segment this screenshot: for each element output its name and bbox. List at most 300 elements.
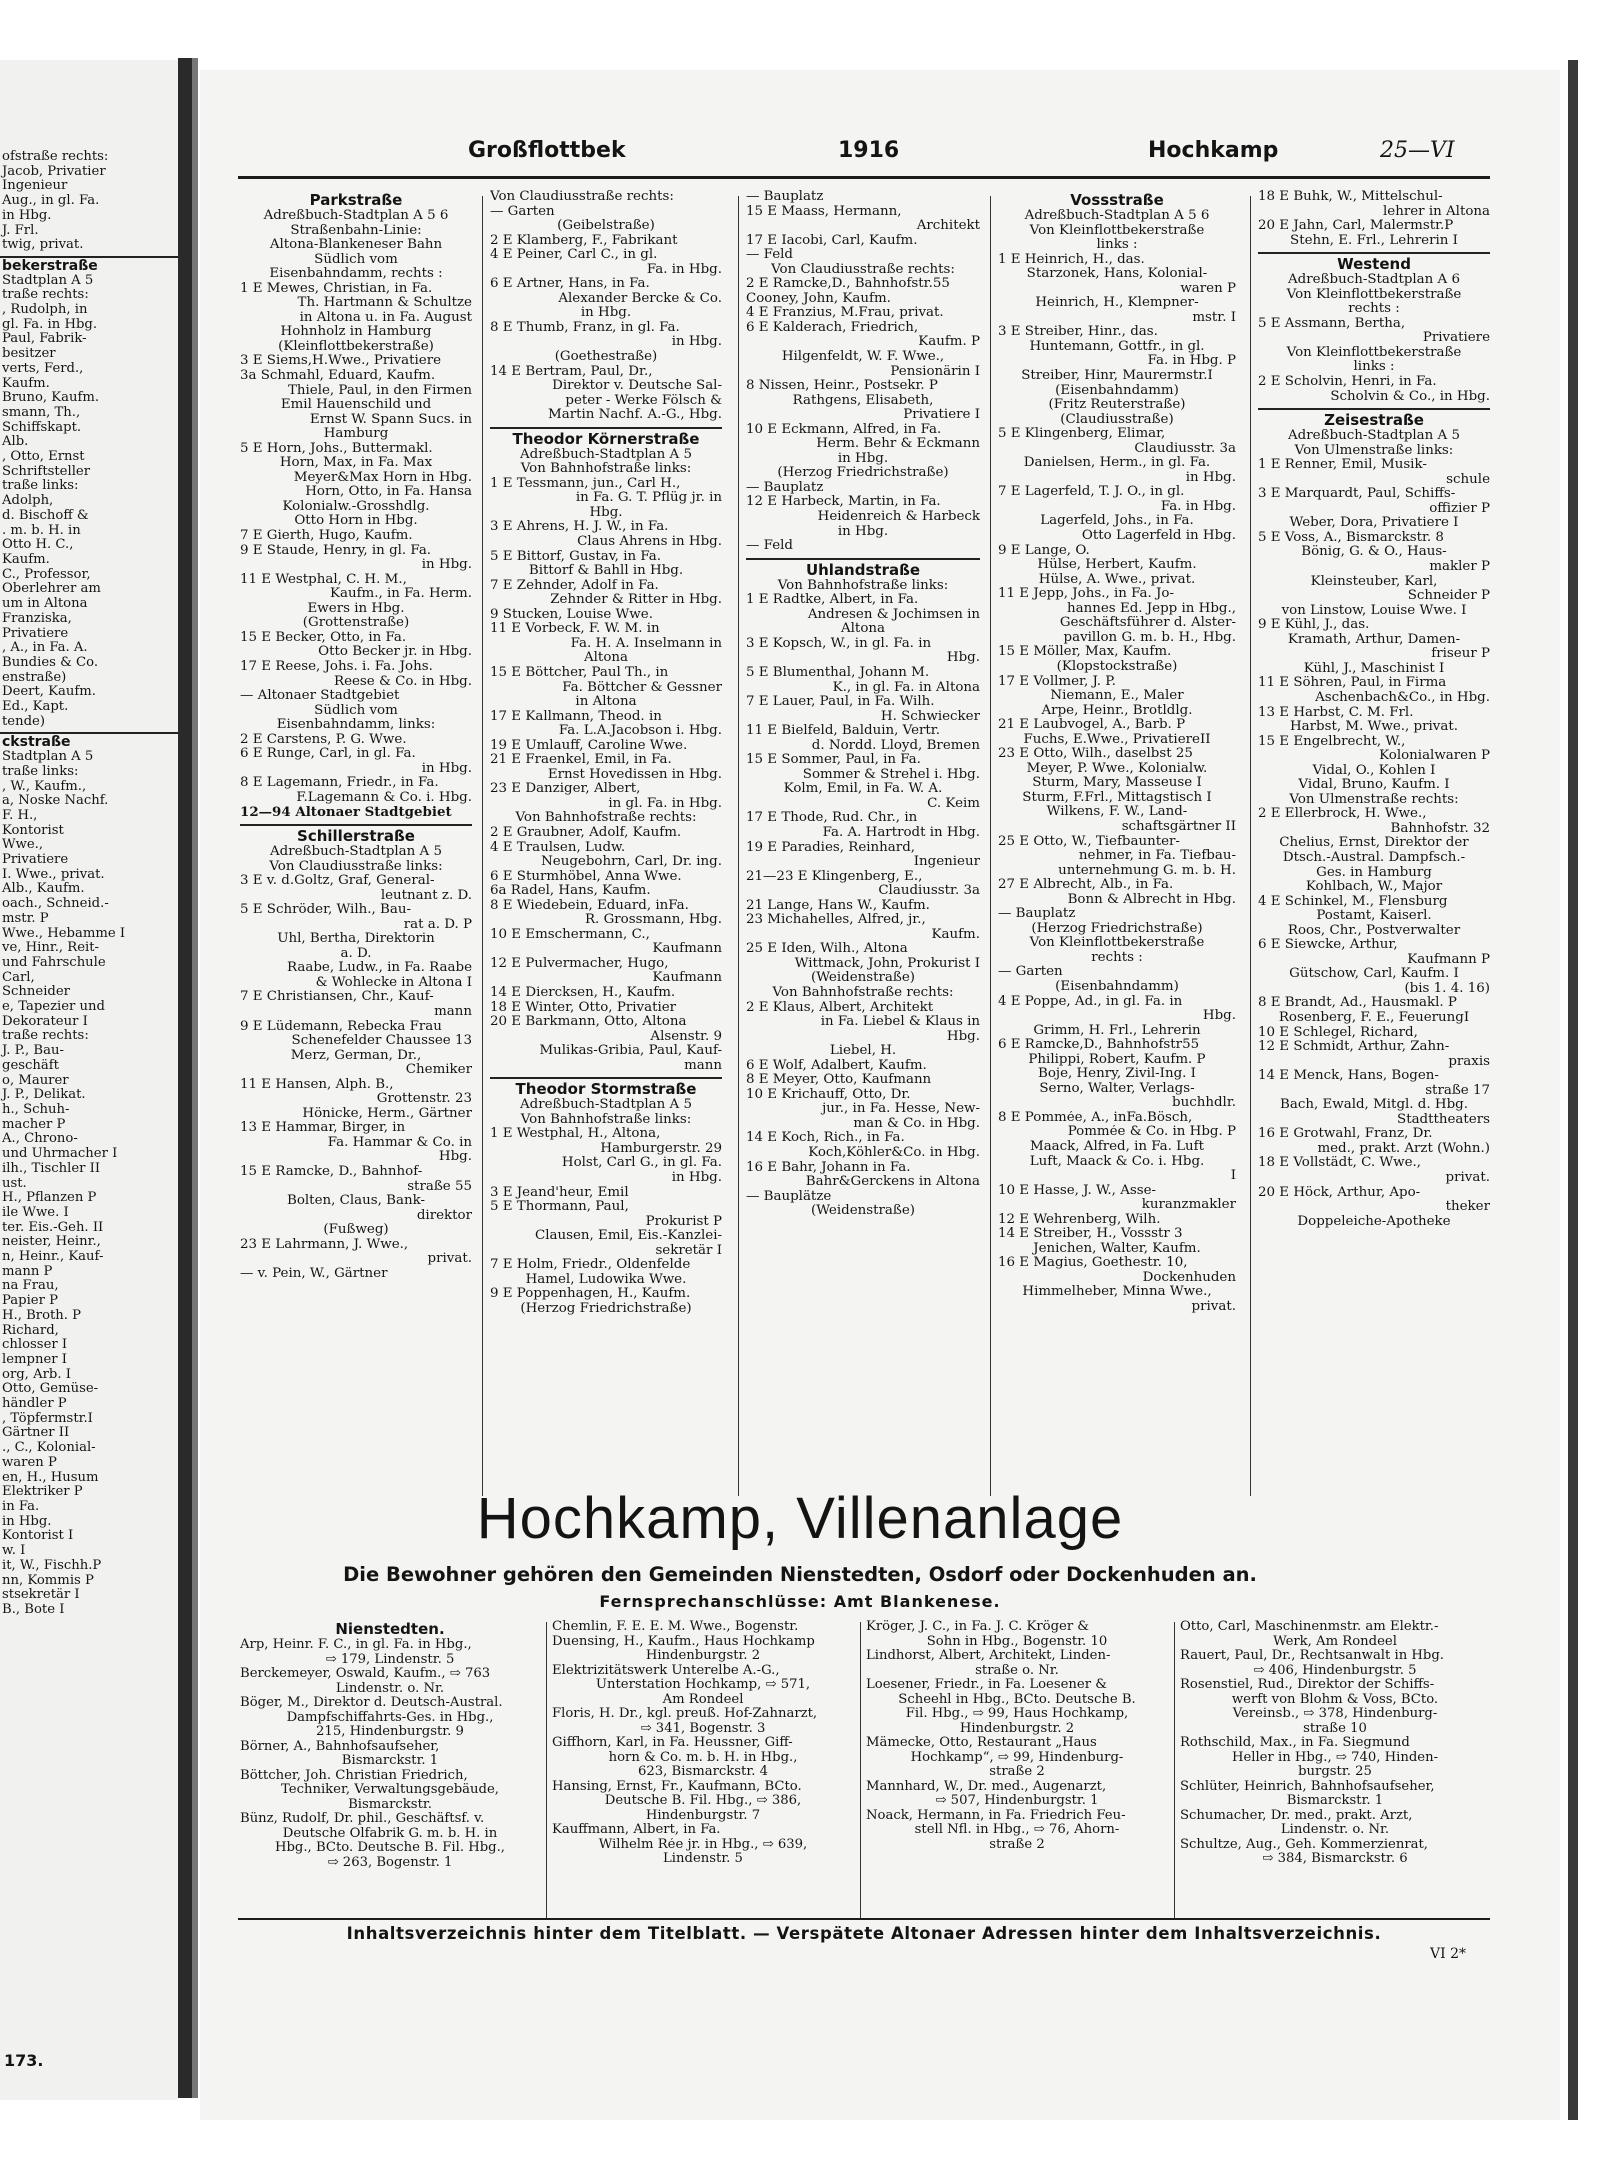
- directory-entry-line: in Fa. G. T. Pflüg jr. in: [575, 491, 722, 506]
- left-entry-line: h., Schuh-: [2, 1102, 70, 1117]
- resident-entry-line: Werk, Am Rondeel: [1273, 1634, 1397, 1649]
- resident-entry-line: Mannhard, W., Dr. med., Augenarzt,: [866, 1779, 1107, 1794]
- directory-entry-line: 5 E Thormann, Paul,: [490, 1200, 629, 1215]
- directory-column-4: [998, 190, 1236, 1495]
- left-entry-line: enstraße): [2, 669, 67, 685]
- left-entry-line: Bruno, Kaufm.: [2, 390, 100, 406]
- left-entry-line: ile Wwe. I: [2, 1204, 69, 1220]
- left-entry-line: Aug., in gl. Fa.: [2, 193, 100, 209]
- resident-entry-line: stell Nfl. in Hbg., ⇨ 76, Ahorn-: [914, 1823, 1120, 1837]
- left-entry-line: Kaufm.: [2, 551, 50, 567]
- left-entry-line: en, H., Husum: [2, 1469, 99, 1485]
- directory-entry-line: straße 55: [407, 1179, 472, 1194]
- directory-entry-line: Postamt, Kaiserl.: [1316, 909, 1432, 924]
- street-heading: Westend: [1258, 252, 1490, 273]
- directory-entry-line: Reese & Co. in Hbg.: [334, 674, 472, 689]
- resident-entry-line: Hochkamp“, ⇨ 99, Hindenburg-: [910, 1750, 1124, 1765]
- directory-entry-line: 17 E Iacobi, Carl, Kaufm.: [746, 233, 918, 248]
- resident-entry-line: Kauffmann, Albert, in Fa.: [552, 1823, 721, 1837]
- directory-entry-line: Von Bahnhofstraße links:: [777, 578, 949, 593]
- resident-entry-line: Techniker, Verwaltungsgebäude,: [281, 1783, 499, 1797]
- left-entry-line: J. P., Delikat.: [2, 1087, 86, 1103]
- left-entry-line: Schneider: [2, 984, 70, 1000]
- left-entry-line: Stadtplan A 5: [2, 272, 94, 288]
- directory-entry-line: Horn, Max, in Fa. Max: [279, 456, 433, 471]
- resident-entry-line: Loesener, Friedr., in Fa. Loesener &: [866, 1678, 1107, 1692]
- directory-entry-line: jur., in Fa. Hesse, New-: [822, 1102, 980, 1117]
- directory-entry-line: in Hbg.: [671, 1171, 722, 1185]
- resident-entry-line: Bünz, Rudolf, Dr. phil., Geschäftsf. v.: [240, 1812, 485, 1826]
- directory-entry-line: 1 E Mewes, Christian, in Fa.: [240, 281, 433, 296]
- left-entry-line: in Fa.: [2, 1498, 40, 1514]
- street-heading: Vossstraße: [1070, 191, 1164, 209]
- left-entry-line: in Hbg.: [2, 1513, 52, 1529]
- directory-entry-line: schaftsgärtner II: [1121, 819, 1236, 834]
- directory-entry-line: 5 E Blumenthal, Johann M.: [746, 665, 930, 680]
- directory-entry-line: C. Keim: [927, 796, 980, 811]
- directory-entry-line: 14 E Streiber, H., Vossstr 3: [998, 1227, 1183, 1242]
- directory-entry-line: leutnant z. D.: [380, 888, 472, 903]
- directory-entry-line: 2 E Ellerbrock, H. Wwe.,: [1258, 807, 1427, 822]
- directory-entry-line: in Hbg.: [421, 558, 472, 573]
- directory-entry-line: mann: [434, 1004, 472, 1019]
- left-entry-line: , Otto, Ernst: [2, 449, 85, 465]
- resident-entry-line: burgstr. 25: [1298, 1765, 1372, 1779]
- directory-entry-line: privat.: [427, 1252, 472, 1267]
- left-entry-line: org, Arb. I: [2, 1366, 71, 1382]
- directory-entry-line: rechts :: [1091, 950, 1143, 965]
- directory-entry-line: 3 E Kopsch, W., in gl. Fa. in: [746, 636, 932, 651]
- directory-entry-line: Otto Lagerfeld in Hbg.: [1081, 529, 1236, 544]
- resident-column-2: [552, 1620, 854, 1920]
- directory-entry-line: 3a Schmahl, Eduard, Kaufm.: [240, 369, 436, 384]
- directory-entry-line: Alexander Bercke & Co.: [558, 291, 722, 306]
- left-entry-line: A., Chrono-: [2, 1131, 78, 1147]
- left-entry-line: J. Frl.: [2, 222, 39, 238]
- directory-entry-line: 1 E Radtke, Albert, in Fa.: [746, 593, 919, 608]
- left-entry-line: n, Heinr., Kauf-: [2, 1249, 104, 1265]
- directory-entry-line: rechts :: [1348, 302, 1400, 317]
- directory-entry-line: Südlich vom: [314, 252, 398, 267]
- directory-entry-line: Fa. L.A.Jacobson i. Hbg.: [558, 724, 722, 739]
- directory-entry-line: 3 E Streiber, Hinr., das.: [998, 325, 1158, 340]
- left-entry-line: Ed., Kapt.: [2, 699, 69, 715]
- directory-entry-line: Grottenstr. 23: [376, 1092, 472, 1107]
- resident-entry-line: Floris, H. Dr., kgl. preuß. Hof-Zahnarzt,: [552, 1707, 818, 1721]
- directory-entry-line: Aschenbach&Co., in Hbg.: [1315, 690, 1490, 705]
- directory-entry-line: Von Bahnhofstraße links:: [520, 1112, 692, 1127]
- directory-entry-line: Südlich vom: [314, 703, 398, 718]
- directory-entry-line: 13 E Hammar, Birger, in: [240, 1121, 406, 1136]
- directory-entry-line: Heidenreich & Harbeck: [817, 510, 980, 525]
- directory-entry-line: mann: [684, 1058, 722, 1073]
- resident-entry-line: ⇨ 507, Hindenburgstr. 1: [935, 1794, 1099, 1808]
- resident-entry-line: Deutsche B. Fil. Hbg., ⇨ 386,: [604, 1794, 802, 1808]
- resident-entry-line: straße 2: [989, 1837, 1045, 1852]
- directory-entry-line: 9 E Lüdemann, Rebecka Frau: [240, 1019, 442, 1034]
- directory-entry-line: 15 E Möller, Max, Kaufm.: [998, 645, 1172, 660]
- left-entry-line: ilh., Tischler II: [2, 1160, 101, 1176]
- directory-entry-line: 11 E Vorbeck, F. W. M. in: [490, 622, 660, 637]
- directory-entry-line: Altona-Blankeneser Bahn: [269, 238, 443, 253]
- left-entry-line: Bundies & Co.: [2, 654, 99, 670]
- directory-entry-line: Merz, German, Dr.,: [290, 1048, 422, 1063]
- directory-entry-line: 11 E Bielfeld, Balduin, Vertr.: [746, 724, 940, 739]
- directory-entry-line: Fa. A. Hartrodt in Hbg.: [822, 825, 980, 840]
- left-entry-line: Jacob, Privatier: [2, 163, 106, 179]
- directory-entry-line: Hamel, Ludowika Wwe.: [525, 1272, 687, 1287]
- directory-entry-line: 18 E Winter, Otto, Privatier: [490, 1000, 677, 1015]
- directory-entry-line: Bahnhofstr. 32: [1390, 821, 1490, 836]
- left-entry-line: Dekorateur I: [2, 1013, 88, 1029]
- directory-entry-line: Himmelheber, Minna Wwe.,: [1022, 1285, 1212, 1300]
- directory-entry-line: K., in gl. Fa. in Altona: [832, 680, 980, 695]
- directory-entry-line: Thiele, Paul, in den Firmen: [287, 383, 472, 398]
- directory-entry-line: Hbg.: [589, 505, 623, 520]
- resident-entry-line: 215, Hindenburgstr. 9: [316, 1725, 464, 1739]
- directory-entry-line: (Weidenstraße): [811, 1204, 915, 1219]
- directory-entry-line: Gütschow, Carl, Kaufm. I: [1289, 967, 1459, 982]
- directory-entry-line: Geschäftsführer d. Alster-: [1059, 616, 1236, 631]
- resident-entry-line: Hindenburgstr. 2: [645, 1649, 761, 1663]
- left-entry-line: gl. Fa. in Hbg.: [2, 316, 98, 332]
- resident-entry-line: Mämecke, Otto, Restaurant „Haus: [866, 1736, 1097, 1750]
- directory-entry-line: Kramath, Arthur, Damen-: [1287, 632, 1461, 647]
- resident-entry-line: Fil. Hbg., ⇨ 99, Haus Hochkamp,: [905, 1707, 1129, 1721]
- resident-column-3: [866, 1620, 1168, 1920]
- resident-entry-line: Hansing, Ernst, Fr., Kaufmann, BCto.: [552, 1779, 802, 1794]
- directory-entry-line: 5 E Voss, A., Bismarckstr. 8: [1258, 530, 1444, 545]
- directory-entry-line: 15 E Böttcher, Paul Th., in: [490, 665, 669, 680]
- left-entry-line: ., C., Kolonial-: [2, 1440, 96, 1456]
- directory-entry-line: Von Bahnhofstraße rechts:: [772, 985, 954, 1000]
- directory-entry-line: 8 E Thumb, Franz, in gl. Fa.: [490, 320, 680, 335]
- left-entry-line: stsekretär I: [2, 1587, 80, 1603]
- left-entry-line: Otto H. C.,: [2, 537, 74, 553]
- directory-entry-line: 9 Stucken, Louise Wwe.: [490, 607, 653, 622]
- left-entry-line: H., Pflanzen P: [2, 1190, 97, 1206]
- left-entry-line: a, Noske Nachf.: [2, 793, 109, 809]
- directory-entry-line: in Fa. Liebel & Klaus in: [820, 1015, 980, 1030]
- directory-entry-line: 4 E Peiner, Carl C., in gl.: [490, 248, 658, 263]
- resident-entry-line: Rosenstiel, Rud., Direktor der Schiffs-: [1180, 1678, 1435, 1692]
- printer-signature: VI 2*: [1430, 1946, 1466, 1962]
- resident-entry-line: Schultze, Aug., Geh. Kommerzienrat,: [1180, 1837, 1428, 1852]
- directory-entry-line: Arpe, Heinr., Brotldlg.: [1041, 703, 1193, 718]
- directory-entry-line: buchhdlr.: [1172, 1096, 1236, 1111]
- resident-entry-line: Hbg., BCto. Deutsche B. Fil. Hbg.,: [274, 1841, 505, 1855]
- left-entry-line: I. Wwe., privat.: [2, 866, 105, 882]
- directory-entry-line: Von Kleinflottbekerstraße: [1029, 223, 1205, 238]
- resident-entry-line: Schumacher, Dr. med., prakt. Arzt,: [1180, 1808, 1413, 1823]
- directory-entry-line: Direktor v. Deutsche Sal-: [552, 379, 722, 394]
- left-entry-line: o, Maurer: [2, 1072, 69, 1088]
- directory-entry-line: Kaufmann: [652, 942, 722, 957]
- directory-entry-line: Prokurist P: [645, 1214, 722, 1229]
- directory-entry-line: Hbg.: [946, 1029, 980, 1044]
- left-entry-line: Gärtner II: [2, 1425, 70, 1441]
- directory-entry-line: 7 E Lauer, Paul, in Fa. Wilh.: [746, 695, 935, 710]
- left-entry-line: , A., in Fa. A.: [2, 640, 88, 656]
- left-entry-line: smann, Th.,: [2, 404, 81, 420]
- directory-entry-line: 12 E Wehrenberg, Wilh.: [998, 1212, 1161, 1227]
- directory-entry-line: lehrer in Altona: [1383, 204, 1490, 219]
- directory-entry-line: 2 E Carstens, P. G. Wwe.: [240, 732, 407, 747]
- directory-entry-line: — Bauplätze: [746, 1189, 832, 1204]
- section-title: Hochkamp, Villenanlage: [476, 1486, 1124, 1551]
- directory-entry-line: Hülse, Herbert, Kaufm.: [1037, 558, 1197, 573]
- section-phone-note: Fernsprechanschlüsse: Amt Blankenese.: [599, 1592, 1001, 1611]
- left-entry-line: J. P., Bau-: [2, 1043, 64, 1059]
- left-street-heading: ckstraße: [0, 732, 178, 750]
- directory-entry-line: 12 E Pulvermacher, Hugo,: [490, 956, 669, 971]
- left-entry-line: B., Bote I: [2, 1601, 65, 1617]
- directory-entry-line: 10 E Schlegel, Richard,: [1258, 1025, 1418, 1040]
- directory-entry-line: Ingenieur: [913, 855, 980, 870]
- directory-entry-line: Adreßbuch-Stadtplan A 5: [519, 447, 692, 462]
- resident-entry-line: Elektrizitätswerk Unterelbe A.-G.,: [552, 1663, 780, 1678]
- directory-entry-line: (Weidenstraße): [811, 971, 915, 986]
- directory-entry-line: Hbg.: [1202, 1009, 1236, 1024]
- column-divider: [546, 1622, 547, 1920]
- directory-entry-line: Uhl, Bertha, Direktorin: [277, 932, 435, 947]
- left-entry-line: verts, Ferd.,: [2, 360, 84, 376]
- directory-entry-line: — Garten: [490, 204, 555, 219]
- directory-entry-line: mstr. I: [1192, 310, 1236, 325]
- directory-entry-line: Altona: [583, 651, 628, 666]
- directory-entry-line: Weber, Dora, Privatiere I: [1289, 516, 1459, 531]
- left-entry-line: Paul, Fabrik-: [2, 331, 87, 347]
- left-page-number: 173.: [4, 2051, 44, 2070]
- directory-entry-line: Meyer&Max Horn in Hbg.: [293, 470, 472, 485]
- directory-entry-line: — Feld: [746, 539, 793, 554]
- resident-entry-line: Hindenburgstr. 7: [645, 1808, 761, 1823]
- column-divider: [1250, 196, 1251, 1496]
- directory-entry-line: (Klopstockstraße): [1056, 659, 1178, 674]
- directory-entry-line: Eisenbahndamm, links:: [276, 718, 436, 733]
- directory-entry-line: (Fritz Reuterstraße): [1048, 398, 1186, 413]
- left-entry-line: Kaufm.: [2, 375, 50, 391]
- resident-entry-line: Rothschild, Max., in Fa. Siegmund: [1180, 1736, 1410, 1750]
- directory-entry-line: a. D.: [340, 946, 372, 961]
- directory-entry-line: Holst, Carl G., in gl. Fa.: [561, 1156, 722, 1171]
- directory-entry-line: Kleinsteuber, Karl,: [1310, 574, 1438, 589]
- directory-entry-line: 5 E Assmann, Bertha,: [1258, 316, 1406, 331]
- resident-entry-line: Böttcher, Joh. Christian Friedrich,: [240, 1768, 468, 1783]
- resident-column-4: [1180, 1620, 1490, 1920]
- directory-entry-line: Doppeleiche-Apotheke: [1297, 1214, 1451, 1229]
- directory-entry-line: Liebel, H.: [829, 1044, 897, 1059]
- directory-entry-line: 7 E Lagerfeld, T. J. O., in gl.: [998, 485, 1185, 500]
- left-entry-line: Privatiere: [2, 852, 69, 868]
- directory-entry-line: Vidal, O., Kohlen I: [1312, 763, 1436, 778]
- left-entry-line: Deert, Kaufm.: [2, 684, 96, 700]
- street-heading: Parkstraße: [309, 191, 403, 209]
- directory-entry-line: 21 E Fraenkel, Emil, in Fa.: [490, 753, 672, 768]
- directory-entry-line: Adreßbuch-Stadtplan A 5: [1287, 429, 1460, 444]
- directory-entry-line: Vidal, Bruno, Kaufm. I: [1298, 778, 1450, 793]
- directory-entry-line: 1 E Tessmann, jun., Carl H.,: [490, 476, 681, 491]
- directory-entry-line: H. Schwiecker: [880, 709, 980, 724]
- directory-entry-line: peter - Werke Fölsch &: [565, 393, 722, 408]
- resident-entry-line: Giffhorn, Karl, in Fa. Heussner, Giff-: [552, 1736, 793, 1750]
- directory-entry-line: Koch,Köhler&Co. in Hbg.: [808, 1146, 980, 1160]
- directory-entry-line: 2 E Klamberg, F., Fabrikant: [490, 233, 678, 248]
- directory-entry-line: 5 E Bittorf, Gustav, in Fa.: [490, 549, 661, 564]
- directory-entry-line: Rathgens, Elisabeth,: [792, 393, 934, 408]
- directory-entry-line: 12 E Schmidt, Arthur, Zahn-: [1258, 1040, 1450, 1055]
- directory-entry-line: Ernst Hovedissen in Hbg.: [547, 767, 722, 782]
- resident-entry-line: Noack, Hermann, in Fa. Friedrich Feu-: [866, 1808, 1126, 1823]
- directory-entry-line: 25 E Otto, W., Tiefbaunter-: [998, 834, 1180, 849]
- directory-entry-line: Privatiere: [1422, 331, 1490, 346]
- directory-entry-line: & Wohlecke in Altona I: [315, 975, 472, 990]
- directory-entry-line: Grimm, H. Frl., Lehrerin: [1033, 1023, 1201, 1038]
- directory-entry-line: Fa. in Hbg.: [646, 262, 722, 277]
- directory-entry-line: Luft, Maack & Co. i. Hbg.: [1029, 1154, 1205, 1169]
- directory-entry-line: Dockenhuden: [1142, 1270, 1236, 1285]
- directory-entry-line: Wilkens, F. W., Land-: [1046, 805, 1188, 820]
- header-page-number: 25—VI: [1380, 138, 1455, 163]
- directory-entry-line: praxis: [1448, 1054, 1490, 1069]
- resident-entry-line: Lindenstr. o. Nr.: [1280, 1823, 1390, 1837]
- directory-entry-line: med., prakt. Arzt (Wohn.): [1317, 1141, 1490, 1156]
- header-year: 1916: [838, 138, 900, 163]
- directory-entry-line: 23 E Otto, Wilh., daselbst 25: [998, 747, 1193, 762]
- directory-entry-line: Dtsch.-Austral. Dampfsch.-: [1282, 850, 1466, 865]
- directory-entry-line: 6 E Sturmhöbel, Anna Wwe.: [490, 869, 682, 884]
- directory-entry-line: in Hbg.: [671, 335, 722, 350]
- left-entry-line: Elektriker P: [2, 1484, 83, 1500]
- directory-entry-line: 14 E Koch, Rich., in Fa.: [746, 1131, 905, 1146]
- directory-entry-line: 10 E Hasse, J. W., Asse-: [998, 1183, 1157, 1198]
- directory-entry-line: Harbst, M. Wwe., privat.: [1290, 720, 1458, 735]
- directory-entry-line: Neugebohrn, Carl, Dr. ing.: [541, 855, 722, 870]
- left-entry-line: mstr. P: [2, 910, 49, 926]
- street-heading: Zeisestraße: [1258, 408, 1490, 429]
- section-subtitle: Die Bewohner gehören den Gemeinden Nienstedten, Osdorf oder Dockenhuden an.: [343, 1563, 1257, 1586]
- directory-column-1: [240, 190, 472, 1495]
- directory-entry-line: 6 E Kalderach, Friedrich,: [746, 320, 919, 335]
- directory-entry-line: 17 E Reese, Johs. i. Fa. Johs.: [240, 659, 433, 674]
- directory-entry-line: Pensionärin I: [890, 364, 980, 379]
- directory-entry-line: 6 E Runge, Carl, in gl. Fa.: [240, 747, 416, 762]
- directory-entry-line: — Garten: [998, 965, 1063, 980]
- footer-note: Inhaltsverzeichnis hinter dem Titelblatt. — Verspätete Altonaer Adressen hinter dem Inhaltsverzeichnis.: [346, 1924, 1382, 1943]
- directory-entry-line: nehmer, in Fa. Tiefbau-: [1078, 849, 1236, 864]
- left-entry-line: oach., Schneid.-: [2, 896, 109, 912]
- directory-entry-line: Von Ulmenstraße rechts:: [1289, 792, 1459, 807]
- directory-entry-line: Von Kleinflottbekerstraße: [1029, 936, 1205, 951]
- directory-entry-line: Maack, Alfred, in Fa. Luft: [1029, 1140, 1205, 1154]
- directory-entry-line: 6 E Ramcke,D., Bahnhofstr55: [998, 1038, 1200, 1053]
- resident-entry-line: straße 10: [1303, 1721, 1367, 1736]
- directory-entry-line: Lagerfeld, Johs., in Fa.: [1040, 514, 1194, 529]
- directory-entry-line: Claus Ahrens in Hbg.: [577, 535, 722, 550]
- directory-entry-line: 6 E Artner, Hans, in Fa.: [490, 277, 650, 292]
- directory-entry-line: Chemiker: [405, 1063, 472, 1078]
- directory-entry-line: Claudiusstr. 3a: [878, 884, 980, 899]
- directory-entry-line: Eisenbahndamm, rechts :: [269, 267, 443, 282]
- left-entry-line: F. H.,: [2, 807, 38, 823]
- directory-entry-line: Chelius, Ernst, Direktor der: [1279, 836, 1469, 851]
- street-heading: Theodor Körnerstraße: [490, 427, 722, 448]
- left-entry-line: Otto, Gemüse-: [2, 1381, 99, 1397]
- left-entry-line: Oberlehrer am: [2, 581, 101, 597]
- directory-entry-line: schule: [1446, 472, 1490, 487]
- directory-entry-line: 18 E Buhk, W., Mittelschul-: [1258, 190, 1443, 204]
- directory-entry-line: (Grottenstraße): [302, 616, 410, 631]
- directory-entry-line: 2 E Graubner, Adolf, Kaufm.: [490, 825, 682, 840]
- directory-entry-line: Danielsen, Herm., in gl. Fa.: [1023, 456, 1211, 471]
- directory-entry-line: Kolonialw.-Grosshdlg.: [282, 499, 430, 514]
- directory-entry-line: 11 E Westphal, C. H. M.,: [240, 572, 407, 587]
- directory-entry-line: Philippi, Robert, Kaufm. P: [1028, 1052, 1206, 1067]
- directory-entry-line: man & Co. in Hbg.: [853, 1116, 980, 1131]
- left-entry-line: und Uhrmacher I: [2, 1146, 118, 1162]
- directory-entry-line: (Geibelstraße): [557, 219, 655, 234]
- left-entry-line: Schiffskapt.: [2, 419, 82, 435]
- directory-entry-line: hannes Ed. Jepp in Hbg.,: [1067, 601, 1236, 616]
- directory-entry-line: straße 17: [1425, 1083, 1490, 1098]
- directory-entry-line: 20 E Barkmann, Otto, Altona: [490, 1015, 687, 1030]
- directory-entry-line: 19 E Umlauff, Caroline Wwe.: [490, 738, 688, 753]
- directory-entry-line: 21 Lange, Hans W., Kaufm.: [746, 898, 930, 913]
- directory-entry-line: Otto Horn in Hbg.: [294, 514, 418, 529]
- directory-entry-line: 11 E Jepp, Johs., in Fa. Jo-: [998, 587, 1174, 602]
- left-entry-line: , W., Kaufm.,: [2, 778, 87, 794]
- directory-entry-line: Bahr&Gerckens in Altona: [805, 1175, 980, 1190]
- directory-entry-line: in Hbg.: [837, 524, 889, 539]
- left-entry-line: , Rudolph, in: [2, 302, 88, 318]
- directory-entry-line: Von Claudiusstraße rechts:: [490, 190, 674, 204]
- left-entry-line: traße links:: [2, 763, 79, 779]
- directory-entry-line: 10 E Eckmann, Alfred, in Fa.: [746, 422, 942, 437]
- left-entry-line: Kontorist I: [2, 1528, 74, 1544]
- directory-entry-line: Ewers in Hbg.: [307, 601, 405, 616]
- directory-entry-line: 14 E Menck, Hans, Bogen-: [1258, 1069, 1439, 1084]
- left-entry-line: ter. Eis.-Geh. II: [2, 1219, 104, 1235]
- left-entry-line: d. Bischoff &: [2, 507, 89, 523]
- resident-entry-line: Bismarckstr.: [348, 1797, 432, 1812]
- left-entry-line: Adolph,: [2, 493, 54, 509]
- directory-entry-line: 2 E Klaus, Albert, Architekt: [746, 1000, 934, 1015]
- left-entry-line: lempner I: [2, 1351, 67, 1367]
- left-entry-line: Papier P: [2, 1293, 58, 1309]
- directory-entry-line: 5 E Schröder, Wilh., Bau-: [240, 903, 411, 918]
- directory-entry-line: (Kleinflottbekerstraße): [278, 339, 434, 354]
- left-entry-line: Alb.: [2, 434, 29, 450]
- directory-entry-line: 23 E Danziger, Albert,: [490, 782, 641, 797]
- directory-entry-line: Sommer & Strehel i. Hbg.: [802, 767, 980, 782]
- left-entry-line: C., Professor,: [2, 566, 91, 582]
- directory-entry-line: Jenichen, Walter, Kaufm.: [1033, 1241, 1201, 1256]
- left-entry-line: neister, Heinr.,: [2, 1234, 101, 1250]
- resident-entry-line: Wilhelm Rée jr. in Hbg., ⇨ 639,: [598, 1837, 808, 1852]
- directory-entry-line: 10 E Emschermann, C.,: [490, 927, 650, 942]
- header-district: Hochkamp: [1148, 138, 1279, 163]
- directory-entry-line: kuranzmakler: [1141, 1198, 1236, 1213]
- directory-entry-line: unternehmung G. m. b. H.: [1058, 863, 1236, 878]
- directory-entry-line: Mulikas-Gribia, Paul, Kauf-: [539, 1044, 722, 1059]
- column-divider: [738, 196, 739, 1496]
- directory-entry-line: Ernst W. Spann Sucs. in: [309, 412, 472, 427]
- directory-entry-line: Kolm, Emil, in Fa. W. A.: [783, 782, 943, 797]
- directory-entry-line: 12 E Harbeck, Martin, in Fa.: [746, 495, 941, 510]
- municipality-heading: Nienstedten.: [335, 1620, 445, 1638]
- directory-entry-line: Adreßbuch-Stadtplan A 5 6: [263, 209, 449, 223]
- directory-entry-line: 23 Michahelles, Alfred, jr.,: [746, 913, 926, 928]
